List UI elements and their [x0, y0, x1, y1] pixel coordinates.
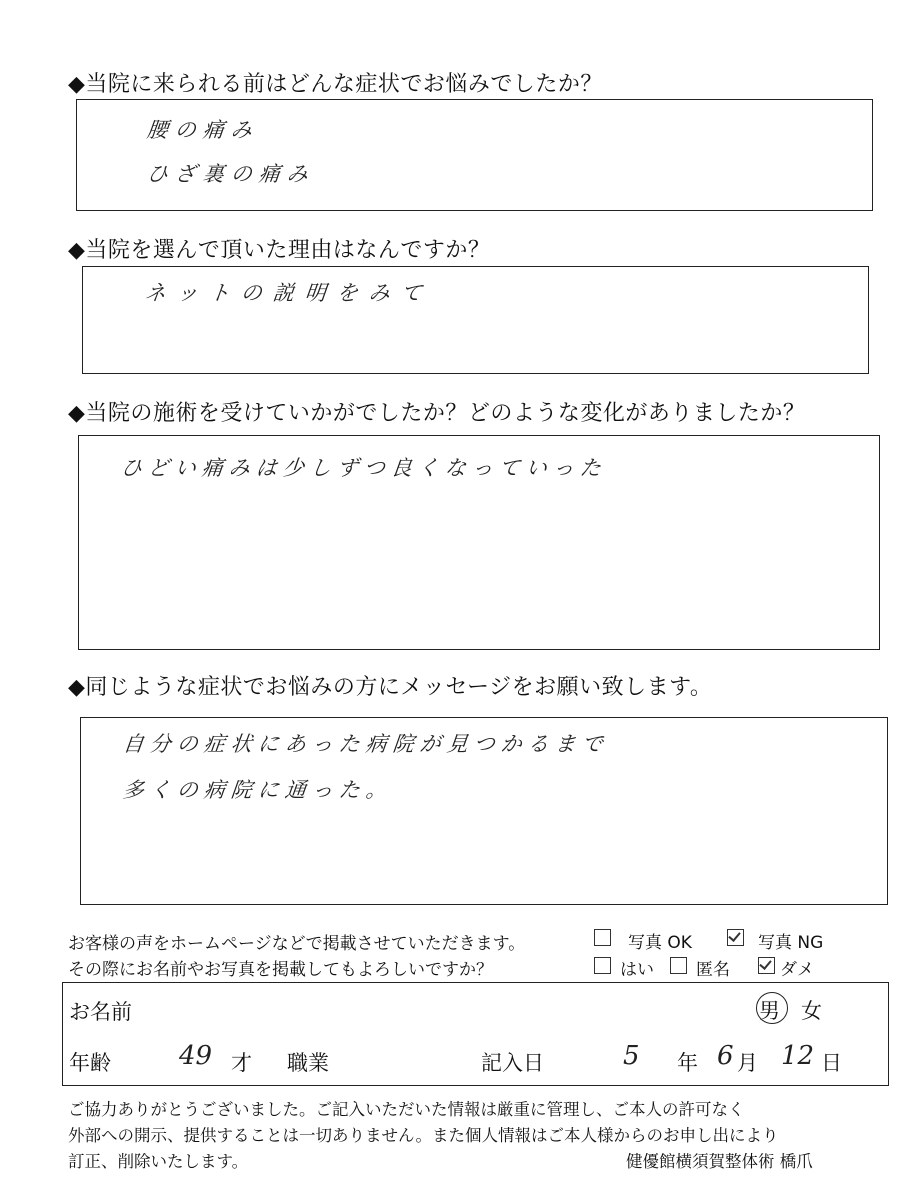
- photo-ok-checkbox[interactable]: [594, 929, 611, 946]
- question-4: ◆同じような症状でお悩みの方にメッセージをお願い致します。: [68, 675, 713, 700]
- day-unit: 日: [821, 1051, 842, 1075]
- gender-male-label: 男: [759, 999, 780, 1023]
- photo-ng-label: 写真 NG: [758, 933, 824, 953]
- answer-box-3: [78, 435, 880, 650]
- month-unit: 月: [737, 1051, 758, 1075]
- question-2: ◆当院を選んで頂いた理由はなんですか？: [68, 238, 491, 263]
- answer-box-4: [80, 717, 888, 905]
- consent-text-1: お客様の声をホームページなどで掲載させていただきます。: [68, 934, 526, 954]
- occupation-label: 職業: [287, 1051, 329, 1075]
- answer-1-line-2: ひざ裏の痛み: [145, 162, 317, 186]
- age-unit: 才: [231, 1051, 252, 1075]
- answer-box-1: [76, 99, 873, 211]
- answer-box-2: [82, 266, 869, 374]
- answer-3-line-1: ひどい痛みは少しずつ良くなっていった: [119, 456, 609, 480]
- photo-ok-label: 写真 OK: [628, 933, 692, 953]
- clinic-signature: 健優館横須賀整体術 橋爪: [626, 1152, 813, 1171]
- name-yes-label: はい: [620, 960, 654, 980]
- circle-mark-icon: [756, 992, 788, 1024]
- gender-male[interactable]: [759, 995, 783, 1023]
- name-yes-checkbox[interactable]: [594, 957, 611, 974]
- personal-info-box: [62, 982, 889, 1086]
- footer-line-3: 訂正、削除いたします。: [68, 1152, 249, 1171]
- date-month-value: 6: [717, 1041, 734, 1071]
- answer-4-line-1: 自分の症状にあった病院が見つかるまで: [121, 732, 610, 756]
- question-1: ◆当院に来られる前はどんな症状でお悩みでしたか？: [68, 72, 603, 97]
- answer-1-line-1: 腰の痛み: [145, 118, 261, 142]
- name-anonymous-checkbox[interactable]: [670, 957, 687, 974]
- name-no-label: ダメ: [780, 960, 814, 980]
- age-value: 49: [179, 1041, 213, 1071]
- date-day-value: 12: [781, 1041, 815, 1071]
- name-anonymous-label: 匿名: [696, 960, 730, 980]
- name-label: お名前: [69, 1000, 132, 1024]
- age-label: 年齢: [69, 1051, 111, 1075]
- gender-female[interactable]: 女: [801, 999, 822, 1023]
- date-year-value: 5: [623, 1041, 640, 1071]
- entry-date-label: 記入日: [481, 1051, 544, 1075]
- question-3: ◆当院の施術を受けていかがでしたか？どのような変化がありましたか？: [68, 401, 806, 426]
- year-unit: 年: [677, 1051, 698, 1075]
- answer-4-line-2: 多くの病院に通った。: [121, 778, 395, 802]
- consent-text-2: その際にお名前やお写真を掲載してもよろしいですか？: [68, 960, 493, 980]
- name-no-checkbox[interactable]: [758, 957, 775, 974]
- footer-line-1: ご協力ありがとうございました。ご記入いただいた情報は厳重に管理し、ご本人の許可なく: [68, 1100, 745, 1119]
- footer-line-2: 外部への開示、提供することは一切ありません。また個人情報はご本人様からのお申し出により: [68, 1126, 779, 1145]
- answer-2-line-1: ネットの説明をみて: [143, 281, 435, 305]
- photo-ng-checkbox[interactable]: [727, 929, 744, 946]
